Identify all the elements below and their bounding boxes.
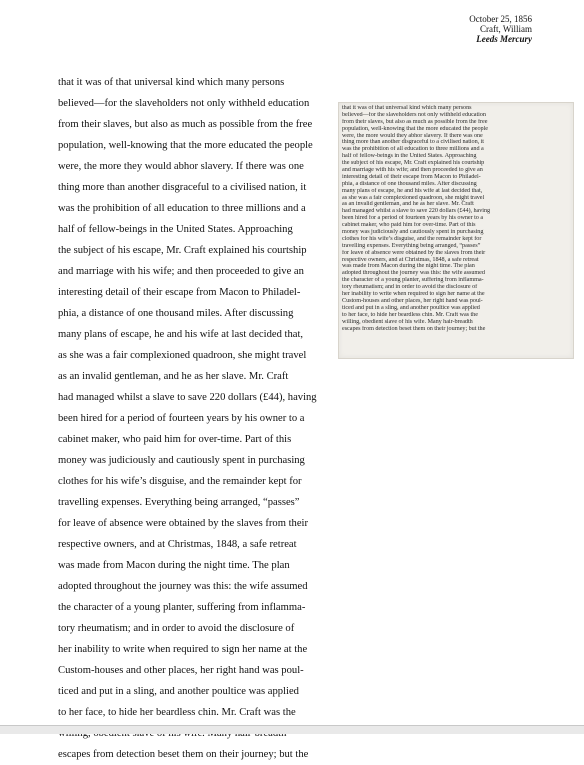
transcription-line: the character of a young planter, suffering from inflamma-	[58, 602, 306, 613]
transcription-line: believed—for the slaveholders not only withheld education	[58, 98, 310, 109]
transcription-line: were, the more they would abhor slavery. If there was one	[58, 161, 304, 172]
transcription-line: had managed whilst a slave to save 220 dollars (£44), having	[58, 392, 317, 403]
transcription-line: from their slaves, but also as much as possible from the free	[58, 119, 313, 130]
clipping-line: adopted throughout the journey was this: the wife assumed	[342, 270, 485, 277]
citation-date: October 25, 1856	[469, 14, 532, 24]
clipping-line: to her face, to hide her beardless chin. Mr. Craft was the	[342, 311, 478, 318]
transcription-line: half of fellow-beings in the United States. Approaching	[58, 224, 293, 235]
clipping-line: believed—for the slaveholders not only withheld education	[342, 111, 486, 118]
transcription-line: population, well-knowing that the more educated the people	[58, 140, 313, 151]
clipping-line: for leave of absence were obtained by the slaves from their	[342, 249, 486, 256]
clipping-line: as she was a fair complexioned quadroon, she might travel	[342, 194, 485, 201]
newspaper-clipping-image	[338, 102, 574, 359]
clipping-line: respective owners, and at Christmas, 1848, a safe retreat	[342, 256, 479, 263]
clipping-line: her inability to write when required to sign her name at the	[342, 291, 485, 298]
transcription-line: and marriage with his wife; and then proceeded to give an	[58, 266, 304, 277]
clipping-line: clothes for his wife’s disguise, and the remainder kept for	[342, 235, 482, 242]
clipping-line: many plans of escape, he and his wife at last decided that,	[342, 187, 483, 194]
transcription-line: adopted throughout the journey was this: the wife assumed	[58, 581, 308, 592]
clipping-line: cabinet maker, who paid him for over-time. Part of this	[342, 222, 476, 229]
transcription-line: as she was a fair complexioned quadroon, she might travel	[58, 350, 307, 361]
clipping-line: escapes from detection beset them on their journey; but the	[342, 325, 486, 332]
transcription-line: was the prohibition of all education to three millions and a	[58, 203, 306, 214]
clipping-line: were, the more would they abhor slavery. If there was one	[342, 132, 483, 139]
clipping-line: from their slaves, but also as much as possible from the free	[342, 118, 488, 125]
clipping-line: was made from Macon during the night time. The plan	[342, 263, 475, 270]
transcription-line: escapes from detection beset them on their journey; but the	[58, 749, 309, 760]
clipping-line: had managed whilst a slave to save 220 dollars (£44), having	[342, 208, 491, 215]
transcription-line: respective owners, and at Christmas, 1848, a safe retreat	[58, 539, 297, 550]
transcription-line: thing more than another disgraceful to a civilised nation, it	[58, 182, 307, 193]
clipping-line: half of fellow-beings in the United States. Approaching	[342, 153, 477, 160]
clipping-line: the character of a young planter, suffering from inflamma-	[342, 277, 484, 284]
clipping-line: phia, a distance of one thousand miles. After discussing	[342, 180, 477, 187]
clipping-line: money was judiciously and cautiously spent in purchasing	[342, 229, 484, 236]
transcription-line: Custom-houses and other places, her right hand was poul-	[58, 665, 304, 676]
clipping-line: as an invalid gentleman, and he as her slave. Mr. Craft	[342, 201, 474, 208]
citation-source: Leeds Mercury	[476, 34, 532, 44]
citation-author: Craft, William	[480, 24, 532, 34]
transcription-line: to her face, to hide her beardless chin. Mr. Craft was the	[58, 707, 296, 718]
transcription-line: money was judiciously and cautiously spent in purchasing	[58, 455, 305, 466]
transcription-line: many plans of escape, he and his wife at last decided that,	[58, 329, 304, 340]
transcription-line: for leave of absence were obtained by the slaves from their	[58, 518, 309, 529]
transcription-line: as an invalid gentleman, and he as her slave. Mr. Craft	[58, 371, 289, 382]
transcription-line: cabinet maker, who paid him for over-time. Part of this	[58, 434, 292, 445]
clipping-text	[342, 105, 571, 332]
transcription-line: that it was of that universal kind which many persons	[58, 77, 285, 88]
transcription-text	[58, 72, 330, 765]
transcription-line: was made from Macon during the night time. The plan	[58, 560, 290, 571]
citation-header	[469, 14, 532, 44]
transcription-line: travelling expenses. Everything being arranged, “passes”	[58, 497, 300, 508]
clipping-line: and marriage with his wife; and then proceeded to give an	[342, 167, 483, 174]
clipping-line: thing more than another disgraceful to a civilised nation, it	[342, 139, 484, 146]
transcription-line: phia, a distance of one thousand miles. After discussing	[58, 308, 294, 319]
transcription-line: ticed and put in a sling, and another poultice was applied	[58, 686, 299, 697]
clipping-line: Custom-houses and other places, her right hand was poul-	[342, 297, 483, 304]
clipping-line: that it was of that universal kind which many persons	[342, 105, 472, 111]
transcription-line: her inability to write when required to sign her name at the	[58, 644, 308, 655]
clipping-line: the subject of his escape, Mr. Craft explained his courtship	[342, 160, 485, 167]
clipping-line: population, well-knowing that the more educated the people	[342, 125, 488, 132]
clipping-line: tory rheumatism; and in order to avoid the disclosure of	[342, 284, 478, 291]
transcription-line: the subject of his escape, Mr. Craft explained his courtship	[58, 245, 307, 256]
clipping-line: ticed and put in a sling, and another poultice was applied	[342, 304, 480, 311]
transcription-line: tory rheumatism; and in order to avoid the disclosure of	[58, 623, 295, 634]
transcription-line: interesting detail of their escape from Macon to Philadel-	[58, 287, 301, 298]
clipping-line: been hired for a period of fourteen years by his owner to a	[342, 215, 484, 222]
clipping-line: interesting detail of their escape from Macon to Philadel-	[342, 173, 481, 180]
transcription-line: clothes for his wife’s disguise, and the remainder kept for	[58, 476, 302, 487]
clipping-line: was the prohibition of all education to three millions and a	[342, 146, 484, 153]
clipping-line: willing, obedient slave of his wife. Many hair-breadth	[342, 318, 473, 325]
clipping-line: travelling expenses. Everything being arranged, “passes”	[342, 242, 481, 249]
transcription-line: been hired for a period of fourteen years by his owner to a	[58, 413, 305, 424]
